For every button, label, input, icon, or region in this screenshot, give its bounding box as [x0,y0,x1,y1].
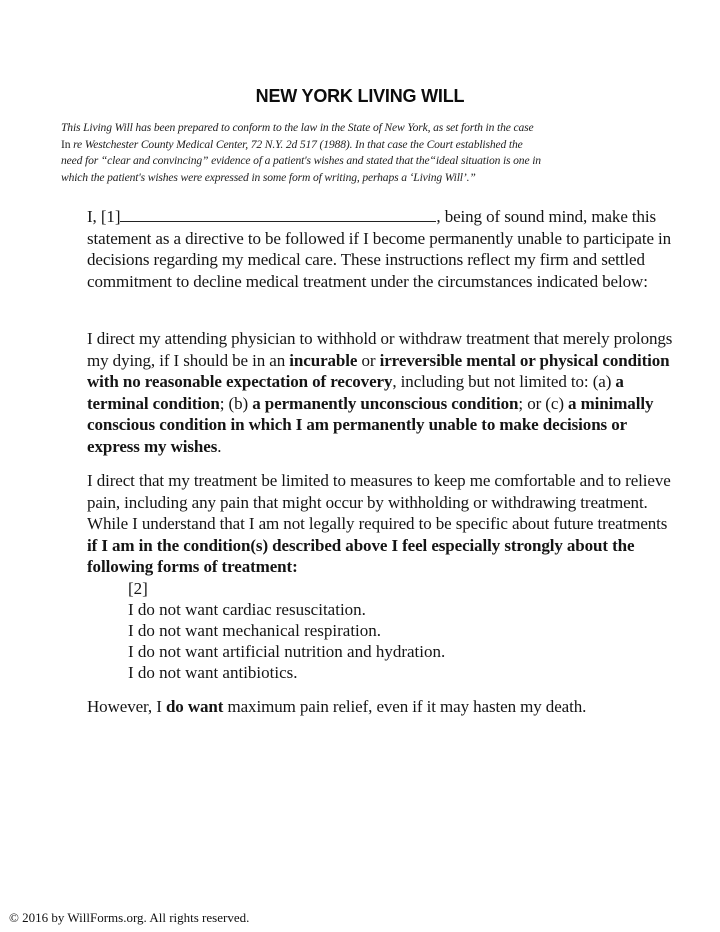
treatment-list-item: I do not want cardiac resuscitation. [128,600,366,619]
treatment-list-item: I do not want antibiotics. [128,663,298,682]
bold-run: a minimally conscious condition in which I am permanently unable to make decisions or express my wishes [87,393,654,456]
intro-line [61,137,661,154]
declaration-paragraph [87,206,677,292]
bold-run: do want [165,697,224,716]
text-run: or [357,350,380,370]
copyright-footer: © 2016 by WillForms.org. All rights reserved. [9,910,250,925]
text-run: . [217,436,222,456]
intro-case-in: In [61,137,71,151]
bold-run: irreversible mental or physical condition with no reasonable expectation of recovery [87,350,670,392]
bold-run: incurable [289,350,358,370]
treatment-list [128,578,445,683]
declarant-prefix: I, [1] [87,207,121,226]
text-run: ; (b) [219,393,253,413]
treatment-list-item: I do not want artificial nutrition and hydration. [128,642,446,661]
intro-line: which the patient's wishes were expressed in some form of writing, perhaps a ‘Living Will’.” [61,170,476,184]
text-run: However, I [87,697,166,716]
bold-run: if I am in the condition(s) described above I feel especially strongly about the following forms of treatment: [87,535,635,577]
intro-line: This Living Will has been prepared to conform to the law in the State of New York, as set forth in the case [61,121,534,134]
bold-run: a permanently unconscious condition [252,393,519,413]
pain-relief-paragraph [87,696,677,718]
document-title: NEW YORK LIVING WILL [255,86,465,106]
bold-run: a terminal condition [87,372,624,413]
declaration-text: mind, make this statement as a directive to be followed if I become permanently unable to participate in decisions regarding my medical care. These instructions reflect my firm and settled commitment to decline medical treatment under the circumstances indicated below: [87,207,672,291]
intro-case-citation: re Westchester County Medical Center, 72 N.Y. 2d 517 (1988). In that case the Court established the [70,137,523,151]
declarant-suffix: , being of sound [436,207,545,226]
treatment-list-marker: [2] [128,579,148,598]
treatment-list-item: I do not want mechanical respiration. [128,621,382,640]
text-run: ; or (c) [518,393,569,413]
text-run: maximum pain relief, even if it may hasten my death. [223,697,587,716]
comfort-care-paragraph [87,470,677,578]
declarant-name-blank[interactable] [120,207,436,222]
intro-line: need for “clear and convincing” evidence of a patient's wishes and stated that the“ideal situation is one in [61,154,541,167]
text-run: , including but not limited to: (a) [392,372,616,392]
text-run: I direct that my treatment be limited to measures to keep me comfortable and to relieve pain, including any pain that might occur by withholding or withdrawing treatment. While I understand that I am not legally required to be specific about future treatments [87,471,671,534]
intro-note [61,120,661,186]
text-run: I direct my attending physician to withhold or withdraw treatment that merely prolongs my dying, if I should be in an [87,329,673,370]
withhold-treatment-paragraph [87,328,677,458]
